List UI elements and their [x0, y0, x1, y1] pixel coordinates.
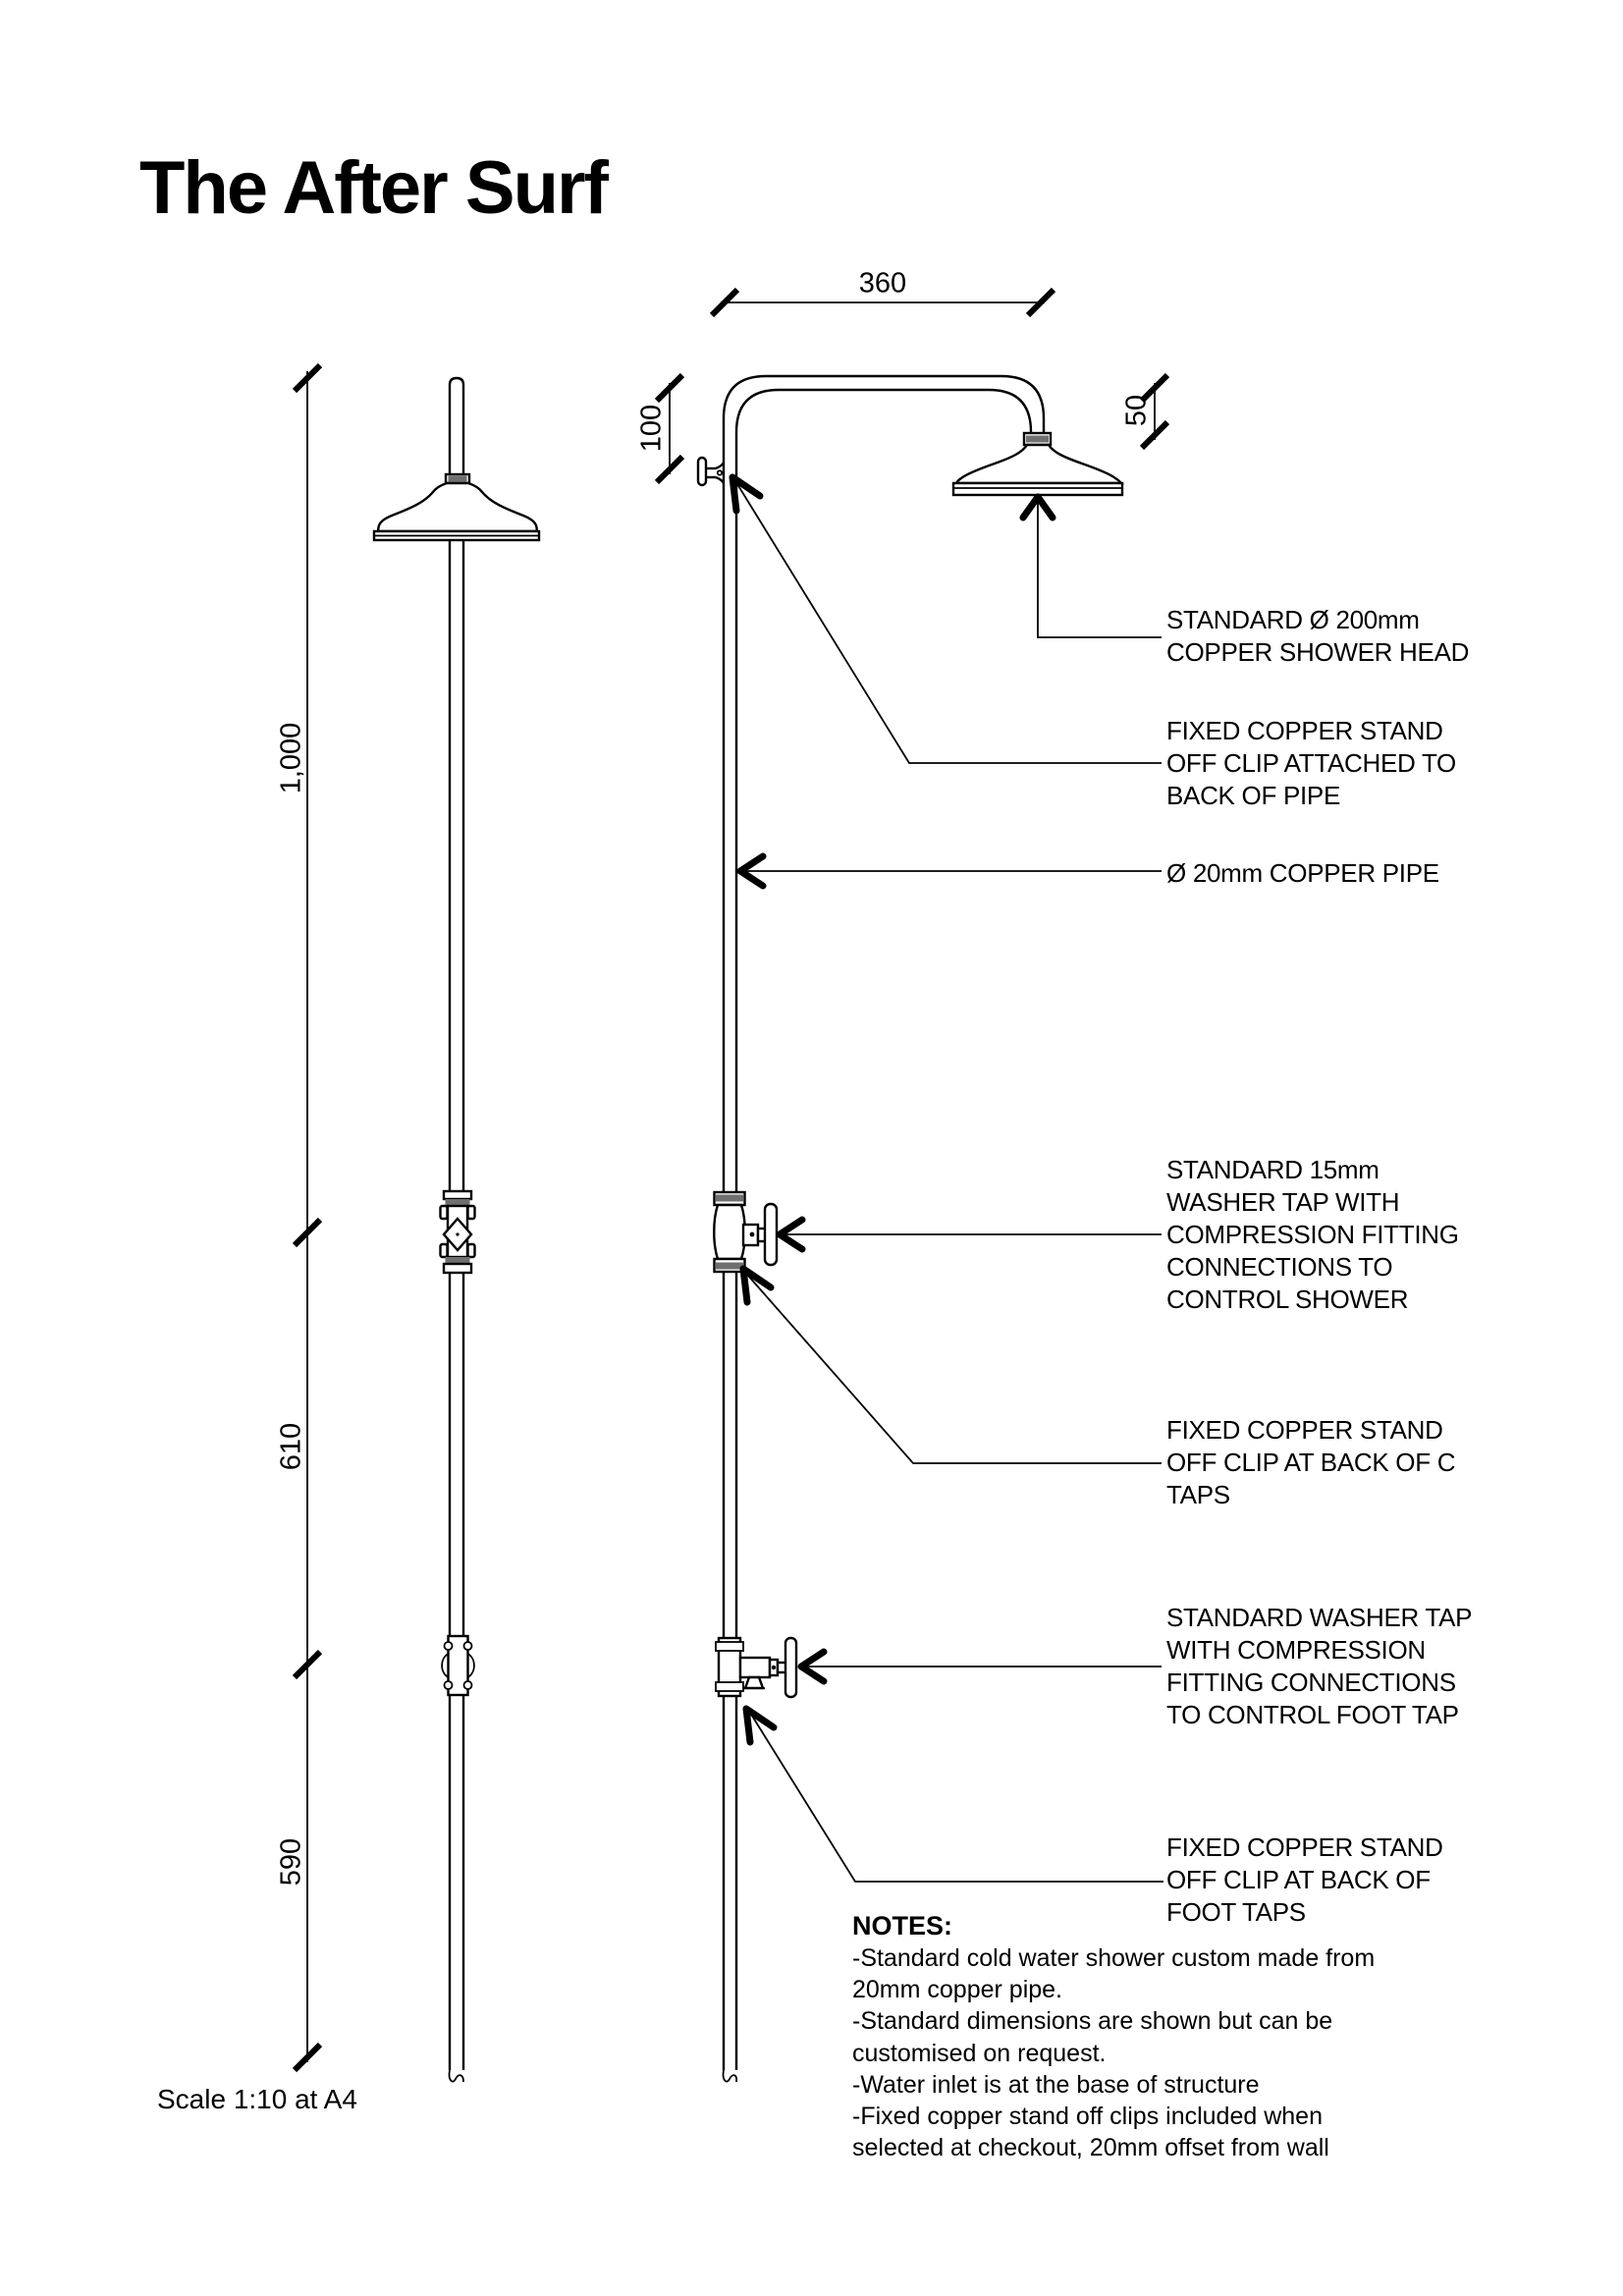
annotation-line: BACK OF PIPE [1166, 781, 1341, 810]
dim-label-seg-top: 1,000 [275, 722, 307, 794]
dimension-lines [295, 290, 1167, 2070]
annotation-pipe [1166, 857, 1439, 890]
annotation-line: COMPRESSION FITTING [1166, 1220, 1459, 1249]
annotation-line: OFF CLIP AT BACK OF [1166, 1865, 1431, 1894]
annotation-line: WITH COMPRESSION [1166, 1635, 1426, 1665]
dim-label-arm-width: 360 [858, 267, 907, 300]
notes-line: selected at checkout, 20mm offset from wall [852, 2134, 1329, 2162]
notes-line: customised on request. [852, 2039, 1107, 2067]
notes-heading: NOTES: [852, 1911, 953, 1941]
shower-tap-side [714, 1192, 777, 1272]
notes-line: -Standard cold water shower custom made from [852, 1944, 1376, 1972]
shower-head-front [374, 474, 539, 540]
leader-clip-bottom [750, 1713, 1163, 1882]
leader-clip-top [737, 484, 1162, 763]
annotation-line: FOOT TAPS [1166, 1897, 1306, 1927]
annotation-clip-mid [1166, 1414, 1455, 1511]
notes-block [852, 1909, 1441, 2163]
foot-tap-side [716, 1638, 796, 1697]
annotation-line: Ø 20mm COPPER PIPE [1166, 858, 1439, 888]
annotation-line: FITTING CONNECTIONS [1166, 1667, 1456, 1697]
foot-tap-spout [745, 1677, 763, 1688]
dim-label-head-drop: 50 [1120, 394, 1153, 427]
foot-tap-handle [785, 1638, 796, 1697]
arrowheads [732, 477, 1053, 1742]
shower-tap-front [441, 1191, 475, 1273]
head-rim-side [953, 483, 1122, 495]
notes-line: 20mm copper pipe. [852, 1976, 1063, 2004]
annotation-line: CONNECTIONS TO [1166, 1252, 1393, 1282]
leader-clip-mid [748, 1276, 1162, 1463]
leader-shower-head [1038, 501, 1162, 637]
side-elevation [698, 376, 1122, 2082]
drawing-title: The After Surf [139, 146, 607, 230]
annotation-line: OFF CLIP ATTACHED TO [1166, 748, 1456, 778]
annotation-clip-top [1166, 715, 1456, 812]
scale-label: Scale 1:10 at A4 [157, 2084, 357, 2114]
head-bell-front [378, 483, 537, 531]
annotation-shower-head [1166, 604, 1469, 669]
annotation-line: CONTROL SHOWER [1166, 1285, 1409, 1314]
dim-label-clip-offset: 100 [635, 404, 668, 453]
annotation-line: COPPER SHOWER HEAD [1166, 637, 1470, 667]
pipe-break-side [724, 2070, 737, 2082]
dim-label-seg-bottom: 590 [275, 1837, 307, 1886]
annotation-line: TAPS [1166, 1480, 1230, 1509]
annotation-line: FIXED COPPER STAND [1166, 1415, 1443, 1445]
foot-tap-front [442, 1636, 474, 1695]
tap-handle-side [765, 1204, 777, 1265]
annotation-line: FIXED COPPER STAND [1166, 1832, 1443, 1862]
annotation-shower-tap [1166, 1154, 1459, 1316]
notes-line: -Water inlet is at the base of structure [852, 2070, 1260, 2099]
annotation-line: OFF CLIP AT BACK OF C [1166, 1448, 1456, 1477]
pipe-break-front [450, 2070, 463, 2082]
front-elevation [374, 378, 539, 2082]
annotation-line: WASHER TAP WITH [1166, 1187, 1400, 1217]
annotation-line: FIXED COPPER STAND [1166, 716, 1443, 745]
notes-line: -Standard dimensions are shown but can be [852, 2007, 1333, 2036]
leader-lines [737, 484, 1163, 1882]
standoff-clip [698, 458, 724, 485]
annotation-line: STANDARD WASHER TAP [1166, 1603, 1473, 1632]
dim-label-seg-mid: 610 [275, 1422, 307, 1471]
annotation-line: STANDARD Ø 200mm [1166, 605, 1420, 634]
annotation-line: STANDARD 15mm [1166, 1155, 1380, 1184]
notes-line: -Fixed copper stand off clips included when [852, 2103, 1323, 2131]
annotation-line: TO CONTROL FOOT TAP [1166, 1700, 1459, 1729]
head-bell-side [956, 445, 1121, 483]
shower-head-side [953, 433, 1122, 495]
annotation-foot-tap [1166, 1602, 1472, 1731]
